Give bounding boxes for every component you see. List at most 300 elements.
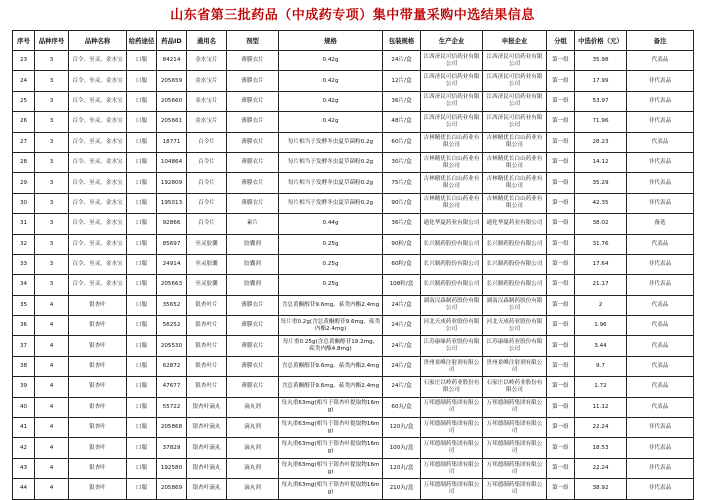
- table-header-row: [13, 31, 694, 51]
- cell-index: 30: [13, 193, 35, 213]
- cell-spec: 0.25g: [279, 234, 383, 254]
- cell-dosage-form: 薄膜衣片: [227, 356, 279, 376]
- cell-manufacturer: 吉林精优长白山药业有限公司: [421, 193, 483, 213]
- cell-note: 非代表品: [627, 193, 694, 213]
- cell-price: 3.44: [575, 336, 627, 356]
- cell-index: 42: [13, 438, 35, 458]
- cell-item-name: 百令、至灵、金水宝: [69, 112, 127, 132]
- cell-manufacturer: 江苏康缘药业股份有限公司: [421, 336, 483, 356]
- cell-generic-name: 银杏叶滴丸: [187, 479, 227, 499]
- cell-item-name: 百令、至灵、金水宝: [69, 51, 127, 71]
- header-col-generic-name: 通用名: [187, 31, 227, 51]
- cell-manufacturer: 江西济民可信药业有限公司: [421, 51, 483, 71]
- cell-price: 1.72: [575, 377, 627, 397]
- cell-drug-id: 205869: [157, 479, 187, 499]
- cell-item-no: 3: [35, 254, 69, 274]
- cell-drug-id: 47677: [157, 377, 187, 397]
- cell-price: 1.96: [575, 316, 627, 336]
- cell-index: 35: [13, 295, 35, 315]
- cell-dosage-form: 滴丸剂: [227, 438, 279, 458]
- cell-dosage-form: 胶囊剂: [227, 234, 279, 254]
- cell-group: 第一组: [547, 479, 575, 499]
- cell-spec: 0.42g: [279, 91, 383, 111]
- cell-index: 27: [13, 132, 35, 152]
- cell-dosage-form: 薄膜衣片: [227, 152, 279, 172]
- cell-group: 第一组: [547, 91, 575, 111]
- cell-note: 代表品: [627, 295, 694, 315]
- cell-price: 21.17: [575, 275, 627, 295]
- cell-applicant: 万邦德制药集团有限公司: [483, 438, 547, 458]
- cell-note: 非代表品: [627, 152, 694, 172]
- cell-item-no: 4: [35, 316, 69, 336]
- cell-price: 9.7: [575, 356, 627, 376]
- cell-item-no: 4: [35, 397, 69, 417]
- cell-group: 第一组: [547, 152, 575, 172]
- cell-price: 42.35: [575, 193, 627, 213]
- table-row: [13, 275, 694, 295]
- cell-applicant: 吉林精优长白山药业有限公司: [483, 173, 547, 193]
- cell-index: 39: [13, 377, 35, 397]
- cell-drug-id: 92866: [157, 214, 187, 234]
- cell-route: 口服: [127, 193, 157, 213]
- cell-dosage-form: 薄膜衣片: [227, 377, 279, 397]
- cell-route: 口服: [127, 112, 157, 132]
- cell-dosage-form: 薄膜衣片: [227, 91, 279, 111]
- cell-index: 38: [13, 356, 35, 376]
- cell-package: 120丸/盒: [383, 458, 421, 478]
- header-col-item-no: 品种序号: [35, 31, 69, 51]
- cell-drug-id: 35652: [157, 295, 187, 315]
- cell-package: 60丸/盒: [383, 397, 421, 417]
- cell-price: 31.76: [575, 234, 627, 254]
- cell-drug-id: 192580: [157, 458, 187, 478]
- cell-index: 32: [13, 234, 35, 254]
- cell-spec: 每丸重63mg(相当于银杏叶提取物16mg): [279, 458, 383, 478]
- cell-note: 代表品: [627, 397, 694, 417]
- cell-drug-id: 55722: [157, 397, 187, 417]
- cell-item-no: 4: [35, 336, 69, 356]
- cell-route: 口服: [127, 275, 157, 295]
- cell-package: 24片/盒: [383, 295, 421, 315]
- cell-generic-name: 银杏叶片: [187, 316, 227, 336]
- cell-generic-name: 百令片: [187, 152, 227, 172]
- cell-item-name: 银杏叶: [69, 418, 127, 438]
- cell-price: 38.92: [575, 479, 627, 499]
- cell-dosage-form: 薄膜衣片: [227, 193, 279, 213]
- cell-index: 29: [13, 173, 35, 193]
- cell-note: 非代表品: [627, 418, 694, 438]
- table-row: [13, 254, 694, 274]
- cell-spec: 0.42g: [279, 112, 383, 132]
- cell-drug-id: 85697: [157, 234, 187, 254]
- cell-applicant: 江西济民可信药业有限公司: [483, 112, 547, 132]
- cell-drug-id: 205661: [157, 112, 187, 132]
- cell-dosage-form: 素片: [227, 214, 279, 234]
- cell-price: 2: [575, 295, 627, 315]
- cell-spec: 含总黄酮醇苷9.6mg、萜类内酯2.4mg: [279, 295, 383, 315]
- table-row: [13, 132, 694, 152]
- cell-note: 代表品: [627, 356, 694, 376]
- cell-group: 第一组: [547, 214, 575, 234]
- cell-note: 非代表品: [627, 91, 694, 111]
- cell-package: 30片/盒: [383, 152, 421, 172]
- cell-drug-id: 205868: [157, 418, 187, 438]
- cell-item-no: 3: [35, 71, 69, 91]
- table-row: [13, 438, 694, 458]
- cell-price: 35.29: [575, 173, 627, 193]
- cell-manufacturer: 吉林精优长白山药业有限公司: [421, 152, 483, 172]
- cell-dosage-form: 薄膜衣片: [227, 51, 279, 71]
- table-row: [13, 193, 694, 213]
- table-body: [13, 51, 694, 500]
- cell-manufacturer: 湖南汉森制药股份有限公司: [421, 295, 483, 315]
- cell-note: 非代表品: [627, 458, 694, 478]
- cell-manufacturer: 万邦德制药集团有限公司: [421, 438, 483, 458]
- cell-item-no: 4: [35, 458, 69, 478]
- cell-index: 44: [13, 479, 35, 499]
- cell-route: 口服: [127, 356, 157, 376]
- cell-note: 代表品: [627, 132, 694, 152]
- cell-index: 26: [13, 112, 35, 132]
- cell-package: 36片/盒: [383, 214, 421, 234]
- cell-dosage-form: 薄膜衣片: [227, 132, 279, 152]
- cell-drug-id: 192809: [157, 173, 187, 193]
- cell-package: 24片/盒: [383, 377, 421, 397]
- cell-applicant: 石家庄以岭药业股份有限公司: [483, 377, 547, 397]
- cell-manufacturer: 长兴制药股份有限公司: [421, 254, 483, 274]
- table-row: [13, 458, 694, 478]
- cell-manufacturer: 江西济民可信药业有限公司: [421, 112, 483, 132]
- cell-spec: 每丸重63mg(相当于银杏叶提取物16mg): [279, 397, 383, 417]
- cell-route: 口服: [127, 458, 157, 478]
- cell-spec: 每片相当于发酵冬虫夏草菌粉0.2g: [279, 173, 383, 193]
- cell-spec: 每片重0.25g(含总黄酮醇苷19.2mg，萜类内酯4.8mg): [279, 336, 383, 356]
- cell-drug-id: 24914: [157, 254, 187, 274]
- cell-group: 第一组: [547, 418, 575, 438]
- cell-price: 17.99: [575, 71, 627, 91]
- cell-item-no: 4: [35, 438, 69, 458]
- cell-applicant: 吉林精优长白山药业有限公司: [483, 193, 547, 213]
- cell-applicant: 江西济民可信药业有限公司: [483, 51, 547, 71]
- table-row: [13, 479, 694, 499]
- cell-package: 48片/盒: [383, 112, 421, 132]
- cell-package: 100丸/盒: [383, 438, 421, 458]
- cell-generic-name: 银杏叶片: [187, 336, 227, 356]
- cell-generic-name: 金水宝片: [187, 51, 227, 71]
- table-row: [13, 173, 694, 193]
- cell-dosage-form: 薄膜衣片: [227, 336, 279, 356]
- cell-group: 第一组: [547, 275, 575, 295]
- cell-drug-id: 205660: [157, 91, 187, 111]
- cell-spec: 0.44g: [279, 214, 383, 234]
- cell-drug-id: 62872: [157, 356, 187, 376]
- cell-dosage-form: 胶囊剂: [227, 275, 279, 295]
- cell-item-name: 银杏叶: [69, 458, 127, 478]
- cell-group: 第一组: [547, 254, 575, 274]
- cell-item-no: 3: [35, 193, 69, 213]
- cell-note: 非代表品: [627, 479, 694, 499]
- cell-index: 40: [13, 397, 35, 417]
- cell-group: 第一组: [547, 51, 575, 71]
- cell-dosage-form: 滴丸剂: [227, 479, 279, 499]
- cell-item-no: 3: [35, 152, 69, 172]
- cell-package: 210丸/盒: [383, 479, 421, 499]
- cell-applicant: 江苏康缘药业股份有限公司: [483, 336, 547, 356]
- cell-item-no: 3: [35, 112, 69, 132]
- cell-route: 口服: [127, 479, 157, 499]
- table-row: [13, 397, 694, 417]
- cell-applicant: 贵州景峰注射剂有限公司: [483, 356, 547, 376]
- cell-item-name: 百令、至灵、金水宝: [69, 193, 127, 213]
- cell-route: 口服: [127, 336, 157, 356]
- cell-drug-id: 205663: [157, 275, 187, 295]
- cell-price: 17.64: [575, 254, 627, 274]
- cell-manufacturer: 长兴制药股份有限公司: [421, 275, 483, 295]
- cell-generic-name: 金水宝片: [187, 71, 227, 91]
- cell-applicant: 万邦德制药集团有限公司: [483, 418, 547, 438]
- cell-index: 25: [13, 91, 35, 111]
- cell-spec: 0.25g: [279, 275, 383, 295]
- cell-note: 非代表品: [627, 173, 694, 193]
- cell-generic-name: 百令片: [187, 193, 227, 213]
- cell-index: 34: [13, 275, 35, 295]
- table-row: [13, 336, 694, 356]
- cell-route: 口服: [127, 234, 157, 254]
- cell-note: 代表品: [627, 234, 694, 254]
- cell-price: 35.98: [575, 51, 627, 71]
- results-table: [12, 30, 694, 500]
- cell-manufacturer: 通化华夏药业有限公司: [421, 214, 483, 234]
- cell-route: 口服: [127, 214, 157, 234]
- cell-item-no: 4: [35, 377, 69, 397]
- table-row: [13, 377, 694, 397]
- cell-spec: 每片相当于发酵冬虫夏草菌粉0.2g: [279, 193, 383, 213]
- table-row: [13, 316, 694, 336]
- cell-generic-name: 银杏叶片: [187, 377, 227, 397]
- cell-manufacturer: 江西济民可信药业有限公司: [421, 91, 483, 111]
- cell-group: 第一组: [547, 193, 575, 213]
- cell-package: 90粒/盒: [383, 234, 421, 254]
- cell-group: 第一组: [547, 71, 575, 91]
- cell-dosage-form: 薄膜衣片: [227, 112, 279, 132]
- header-col-dosage-form: 剂型: [227, 31, 279, 51]
- cell-applicant: 通化华夏药业有限公司: [483, 214, 547, 234]
- cell-item-no: 4: [35, 295, 69, 315]
- cell-route: 口服: [127, 295, 157, 315]
- cell-item-no: 4: [35, 479, 69, 499]
- cell-route: 口服: [127, 254, 157, 274]
- cell-note: 代表品: [627, 51, 694, 71]
- cell-package: 24片/盒: [383, 51, 421, 71]
- cell-item-name: 百令、至灵、金水宝: [69, 71, 127, 91]
- cell-route: 口服: [127, 397, 157, 417]
- cell-item-name: 百令、至灵、金水宝: [69, 152, 127, 172]
- cell-manufacturer: 万邦德制药集团有限公司: [421, 418, 483, 438]
- cell-drug-id: 56252: [157, 316, 187, 336]
- cell-route: 口服: [127, 132, 157, 152]
- cell-group: 第一组: [547, 397, 575, 417]
- cell-applicant: 江西济民可信药业有限公司: [483, 71, 547, 91]
- cell-spec: 0.42g: [279, 51, 383, 71]
- cell-generic-name: 银杏叶滴丸: [187, 438, 227, 458]
- cell-price: 28.23: [575, 132, 627, 152]
- cell-generic-name: 百令片: [187, 214, 227, 234]
- header-col-drug-id: 药品ID: [157, 31, 187, 51]
- header-col-price: 中选价格（元）: [575, 31, 627, 51]
- cell-applicant: 长兴制药股份有限公司: [483, 275, 547, 295]
- cell-price: 11.12: [575, 397, 627, 417]
- cell-price: 18.53: [575, 438, 627, 458]
- cell-index: 23: [13, 51, 35, 71]
- table-row: [13, 234, 694, 254]
- table-row: [13, 356, 694, 376]
- cell-item-no: 3: [35, 234, 69, 254]
- cell-group: 第一组: [547, 295, 575, 315]
- cell-route: 口服: [127, 418, 157, 438]
- cell-generic-name: 银杏叶滴丸: [187, 418, 227, 438]
- cell-applicant: 长兴制药股份有限公司: [483, 234, 547, 254]
- cell-dosage-form: 薄膜衣片: [227, 295, 279, 315]
- cell-package: 60片/盒: [383, 132, 421, 152]
- cell-generic-name: 银杏叶片: [187, 356, 227, 376]
- cell-group: 第一组: [547, 377, 575, 397]
- cell-route: 口服: [127, 377, 157, 397]
- cell-package: 12片/盒: [383, 71, 421, 91]
- cell-route: 口服: [127, 152, 157, 172]
- cell-drug-id: 18771: [157, 132, 187, 152]
- cell-route: 口服: [127, 316, 157, 336]
- cell-route: 口服: [127, 51, 157, 71]
- cell-spec: 每丸重63mg(相当于银杏叶提取物16mg): [279, 418, 383, 438]
- cell-index: 41: [13, 418, 35, 438]
- cell-spec: 每片相当于发酵冬虫夏草菌粉0.2g: [279, 152, 383, 172]
- cell-dosage-form: 薄膜衣片: [227, 71, 279, 91]
- cell-package: 90片/盒: [383, 193, 421, 213]
- cell-manufacturer: 江西济民可信药业有限公司: [421, 71, 483, 91]
- cell-dosage-form: 薄膜衣片: [227, 173, 279, 193]
- header-col-note: 备注: [627, 31, 694, 51]
- cell-manufacturer: 万邦德制药集团有限公司: [421, 397, 483, 417]
- cell-applicant: 万邦德制药集团有限公司: [483, 458, 547, 478]
- cell-group: 第一组: [547, 132, 575, 152]
- cell-item-name: 百令、至灵、金水宝: [69, 173, 127, 193]
- cell-package: 24片/盒: [383, 316, 421, 336]
- table-row: [13, 152, 694, 172]
- cell-package: 60粒/盒: [383, 254, 421, 274]
- cell-manufacturer: 石家庄以岭药业股份有限公司: [421, 377, 483, 397]
- cell-index: 28: [13, 152, 35, 172]
- cell-generic-name: 银杏叶滴丸: [187, 458, 227, 478]
- cell-item-name: 银杏叶: [69, 377, 127, 397]
- cell-applicant: 江西济民可信药业有限公司: [483, 91, 547, 111]
- cell-drug-id: 205659: [157, 71, 187, 91]
- cell-spec: 每丸重63mg(相当于银杏叶提取物16mg): [279, 479, 383, 499]
- cell-applicant: 吉林精优长白山药业有限公司: [483, 152, 547, 172]
- cell-price: 38.02: [575, 214, 627, 234]
- cell-manufacturer: 吉林精优长白山药业有限公司: [421, 173, 483, 193]
- cell-package: 36片/盒: [383, 91, 421, 111]
- cell-dosage-form: 胶囊剂: [227, 254, 279, 274]
- table-row: [13, 71, 694, 91]
- cell-spec: 每片相当于发酵冬虫夏草菌粉0.2g: [279, 132, 383, 152]
- cell-item-no: 3: [35, 91, 69, 111]
- cell-item-no: 3: [35, 132, 69, 152]
- cell-item-no: 4: [35, 418, 69, 438]
- cell-item-no: 3: [35, 173, 69, 193]
- cell-manufacturer: 河北天成药业股份有限公司: [421, 316, 483, 336]
- cell-route: 口服: [127, 71, 157, 91]
- cell-manufacturer: 万邦德制药集团有限公司: [421, 458, 483, 478]
- cell-package: 24片/盒: [383, 336, 421, 356]
- table-row: [13, 418, 694, 438]
- cell-drug-id: 195013: [157, 193, 187, 213]
- cell-item-name: 百令、至灵、金水宝: [69, 132, 127, 152]
- cell-group: 第一组: [547, 336, 575, 356]
- cell-index: 43: [13, 458, 35, 478]
- cell-spec: 0.25g: [279, 254, 383, 274]
- cell-price: 22.24: [575, 418, 627, 438]
- cell-applicant: 河北天成药业股份有限公司: [483, 316, 547, 336]
- cell-package: 75片/盒: [383, 173, 421, 193]
- cell-price: 22.24: [575, 458, 627, 478]
- cell-item-no: 3: [35, 275, 69, 295]
- cell-dosage-form: 薄膜衣片: [227, 316, 279, 336]
- cell-note: 非代表品: [627, 254, 694, 274]
- cell-note: 非代表品: [627, 438, 694, 458]
- cell-package: 24片/盒: [383, 356, 421, 376]
- table-row: [13, 51, 694, 71]
- cell-group: 第一组: [547, 112, 575, 132]
- table-row: [13, 295, 694, 315]
- cell-note: 代表品: [627, 316, 694, 336]
- cell-generic-name: 至灵胶囊: [187, 275, 227, 295]
- cell-applicant: 吉林精优长白山药业有限公司: [483, 132, 547, 152]
- cell-route: 口服: [127, 173, 157, 193]
- cell-item-name: 百令、至灵、金水宝: [69, 91, 127, 111]
- cell-spec: 0.42g: [279, 71, 383, 91]
- cell-item-name: 银杏叶: [69, 397, 127, 417]
- cell-note: 非代表品: [627, 71, 694, 91]
- cell-item-name: 银杏叶: [69, 316, 127, 336]
- cell-spec: 每丸重63mg(相当于银杏叶提取物16mg): [279, 438, 383, 458]
- cell-note: 备选: [627, 214, 694, 234]
- table-row: [13, 214, 694, 234]
- header-col-item-name: 品种名称: [69, 31, 127, 51]
- cell-dosage-form: 滴丸剂: [227, 458, 279, 478]
- cell-dosage-form: 滴丸剂: [227, 397, 279, 417]
- cell-generic-name: 百令片: [187, 173, 227, 193]
- cell-item-name: 百令、至灵、金水宝: [69, 275, 127, 295]
- cell-group: 第一组: [547, 356, 575, 376]
- cell-index: 31: [13, 214, 35, 234]
- cell-group: 第一组: [547, 458, 575, 478]
- cell-item-name: 银杏叶: [69, 295, 127, 315]
- cell-generic-name: 金水宝片: [187, 112, 227, 132]
- header-col-package: 包装规格: [383, 31, 421, 51]
- header-col-group: 分组: [547, 31, 575, 51]
- table-row: [13, 91, 694, 111]
- cell-group: 第一组: [547, 316, 575, 336]
- cell-manufacturer: 贵州景峰注射剂有限公司: [421, 356, 483, 376]
- cell-group: 第一组: [547, 438, 575, 458]
- cell-index: 24: [13, 71, 35, 91]
- cell-applicant: 万邦德制药集团有限公司: [483, 479, 547, 499]
- cell-item-name: 百令、至灵、金水宝: [69, 214, 127, 234]
- header-col-manufacturer: 生产企业: [421, 31, 483, 51]
- cell-route: 口服: [127, 91, 157, 111]
- cell-generic-name: 至灵胶囊: [187, 234, 227, 254]
- cell-package: 108粒/盒: [383, 275, 421, 295]
